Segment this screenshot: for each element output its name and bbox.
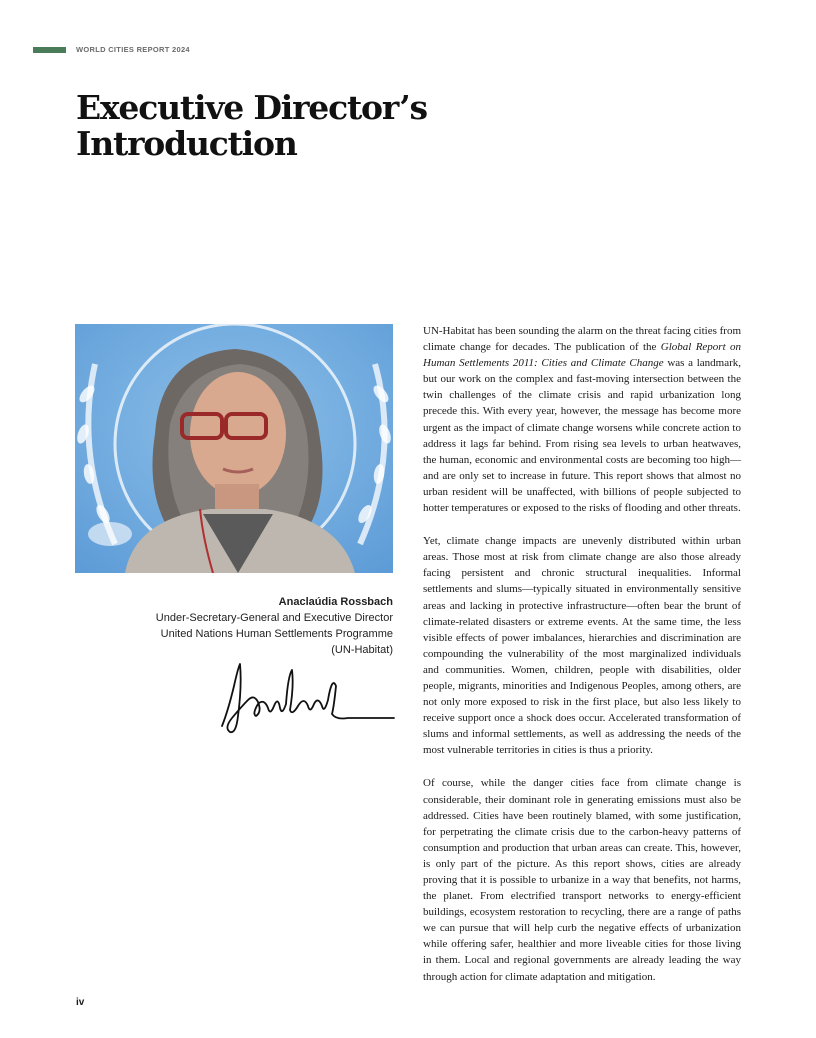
page-number: iv (76, 997, 85, 1008)
photo-caption (140, 594, 393, 658)
page-title-line2: Introduction (76, 124, 297, 163)
paragraph-1-part-a: UN-Habitat has been sounding the alarm on the threat facing cities from climate change for decades. The publication of the (423, 325, 741, 354)
paragraph-1 (423, 323, 741, 516)
paragraph-3: Of course, while the danger cities face from climate change is considerable, their dominant role in generating emissions must also be addressed. Cities have been routinely blamed, with some justification, for perpetrating the climate crisis due to the carbon-heavy patterns of consumption and production that urban areas can create. This, however, is only part of the picture. As this report shows, cities are already proving that it is possible to urbanize in a way that benefits, not harms, the planet. From electrified transport networks to energy-efficient buildings, ecosystem restoration to recycling, there are a range of paths we can pursue that will help curb the negative effects of urbanization while offering safer, healthier and more liveable cities for those living in them. Local and regional governments are already leading the way through action for climate adaptation and mitigation. (423, 777, 741, 983)
page-title (76, 90, 427, 162)
body-text (423, 323, 741, 1002)
caption-title-line2: United Nations Human Settlements Programme (160, 628, 393, 640)
header-accent-bar (33, 47, 66, 53)
page-title-line1: Executive Director’s (76, 88, 427, 127)
portrait-illustration (75, 324, 393, 573)
paragraph-1-italic-title: Global Report on Human Settlements 2011: Cities and Climate Change (423, 341, 741, 370)
caption-name: Anaclaúdia Rossbach (278, 596, 393, 608)
running-header: WORLD CITIES REPORT 2024 (76, 45, 190, 54)
caption-title-line3: (UN-Habitat) (331, 644, 393, 656)
caption-title-line1: Under-Secretary-General and Executive Director (155, 612, 393, 624)
signature (218, 656, 396, 740)
paragraph-2: Yet, climate change impacts are unevenly distributed within urban areas. Those most at risk from climate change are also those already facing persistent and chronic structural inequalities. Informal settlements and slums—typically situated in environmentally sensitive areas and lacking in protective infrastructure—often bear the brunt of climate-related disasters or extreme events. At the same time, the less visible effects of power imbalances, hierarchies and discrimination are compounding the vulnerability of the most marginalized individuals and communities. Women, children, people with disabilities, older people, migrants, minorities and Indigenous Peoples, among others, are not only more exposed to risk in the first place, but also less likely to receive support once a shock does occur. Accelerated transformation of slums and informal settlements, as well as addressing the needs of the most vulnerable territories in cities is thus a priority. (423, 535, 741, 757)
paragraph-1-part-b: was a landmark, but our work on the complex and fast-moving intersection between the twin challenges of the climate crisis and rapid urbanization long precede this. With every year, however, the message has become more urgent as the impact of climate change worsens while concrete action to address it lags far behind. From rising sea levels to urban heatwaves, the human, economic and environmental costs are becoming too high—and are only set to increase in future. This report shows that almost no urban resident will be unaffected, with billions of people subjected to hotter temperatures or exposed to the risks of flooding and other threats. (423, 357, 741, 515)
portrait-photo (75, 324, 393, 573)
